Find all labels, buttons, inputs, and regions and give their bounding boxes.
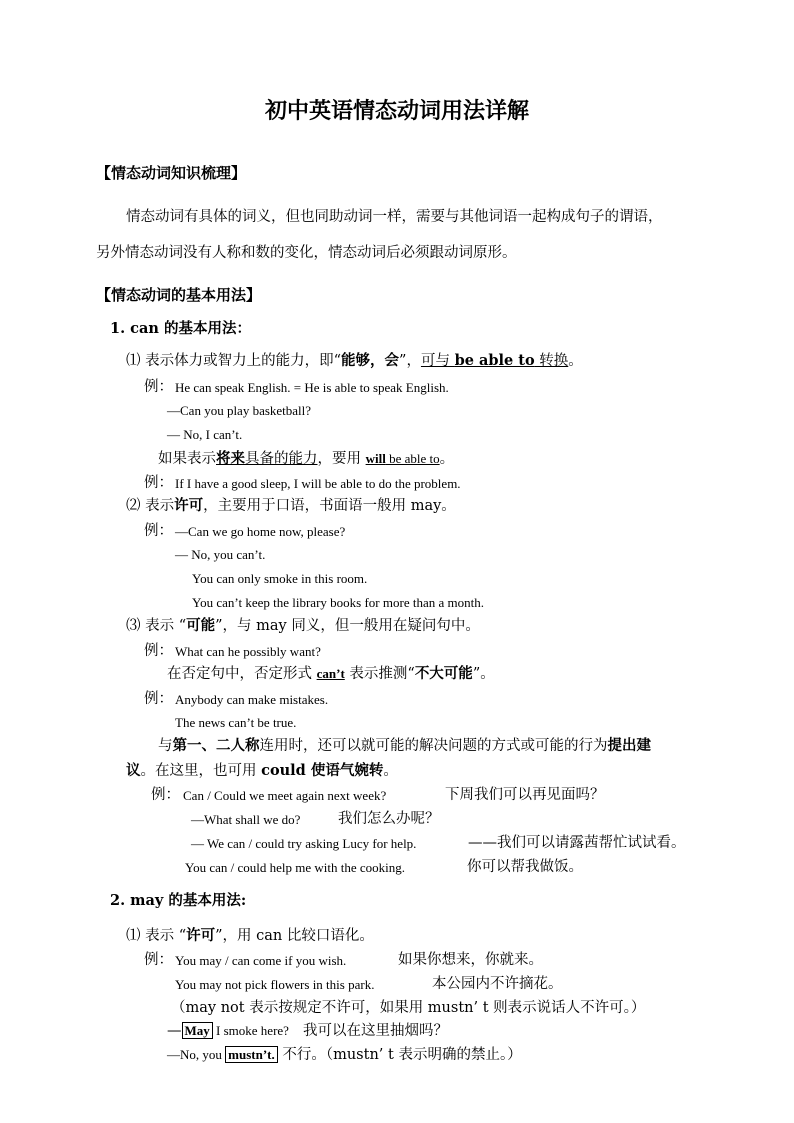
example-translation: 我们怎么办呢？	[338, 811, 440, 827]
section-heading-usage: 【情态动词的基本用法】	[96, 286, 262, 304]
page-title: 初中英语情态动词用法详解	[264, 99, 529, 124]
point-keyword: could 使语气婉转	[261, 762, 384, 779]
can-p1-g: 。	[568, 353, 583, 369]
note-text: ，要用	[317, 451, 366, 467]
can-point-1	[126, 354, 583, 369]
point-text: ⑴ 表示 “	[126, 928, 187, 944]
example-label: 例：	[144, 691, 173, 707]
may-heading-rest: 的基本用法:	[163, 892, 247, 909]
note-will: will	[365, 451, 386, 466]
may-note: （may not 表示按规定不许可，如果用 mustn’ t 则表示说话人不许可。）	[171, 1000, 646, 1016]
example-sentence: — No, you can’t.	[175, 547, 266, 562]
point-keyword: 可能	[186, 617, 216, 634]
note-text: 具备的能力	[245, 451, 318, 467]
example-sentence: — We can / could try asking Lucy for help.	[191, 836, 417, 851]
example-sentence: Can / Could we meet again next week?	[183, 788, 387, 803]
point-text: ，主要用于口语，书面语一般用 may。	[203, 498, 456, 514]
example-sentence: Anybody can make mistakes.	[175, 692, 329, 707]
note-keyword: 不大可能	[414, 665, 473, 682]
example-sentence: You can only smoke in this room.	[192, 571, 368, 586]
note-text: 如果表示	[158, 451, 216, 467]
example-sentence: I smoke here?	[212, 1023, 289, 1038]
example-translation: ——我们可以请露茜帮忙试试看。	[468, 835, 686, 851]
example-sentence: — No, I can’t.	[167, 427, 243, 442]
note-text: 表示推测“	[344, 666, 415, 682]
example-sentence: He can speak English. = He is able to speak English.	[175, 380, 449, 395]
can-p1-note	[158, 452, 454, 467]
may-heading	[110, 894, 246, 909]
can-point-2	[126, 499, 456, 514]
example-sentence: The news can’t be true.	[175, 715, 297, 730]
can-heading-rest: 的基本用法：	[158, 320, 252, 337]
example-sentence: —No, you	[167, 1047, 226, 1062]
can-point-3	[126, 619, 480, 634]
example-translation: 我可以在这里抽烟吗？	[302, 1023, 448, 1039]
note-be-able-to: be able to	[385, 451, 440, 466]
note-text: ”。	[472, 666, 495, 682]
intro-line-1: 情态动词有具体的词义，但也同助动词一样，需要与其他词语一起构成句子的谓语，	[126, 209, 663, 225]
can-p1-a: ⑴ 表示体力或智力上的能力，即“	[126, 353, 342, 369]
boxed-may: May	[182, 1022, 213, 1039]
example-sentence: You can / could help me with the cooking.	[185, 860, 406, 875]
example-label: 例：	[144, 379, 173, 395]
point-keyword: 许可	[186, 927, 216, 944]
note-text: 在否定句中，否定形式	[167, 666, 317, 682]
note-text: 。	[439, 451, 455, 467]
can-point-4-line-2	[126, 764, 398, 779]
note-cant: can’t	[316, 666, 345, 681]
example-sentence: —Can we go home now, please?	[175, 524, 346, 539]
example-sentence: You may not pick flowers in this park.	[175, 977, 375, 992]
example-sentence: —Can you play basketball?	[167, 403, 312, 418]
example-label: 例：	[144, 643, 173, 659]
can-p1-c: ”，	[399, 353, 421, 369]
point-text: 。	[383, 763, 398, 779]
point-text: 。在这里，也可用	[140, 763, 262, 779]
may-point-1	[126, 929, 374, 944]
example-translation: 不行。（mustn’ t 表示明确的禁止。）	[277, 1047, 522, 1063]
point-text: 与	[158, 738, 173, 754]
point-keyword: 议	[126, 762, 141, 779]
example-sentence: You can’t keep the library books for more than a month.	[192, 595, 484, 610]
point-text: 连用时，还可以就可能的解决问题的方式或可能的行为	[259, 738, 608, 754]
example-sentence: If I have a good sleep, I will be able to do the problem.	[175, 476, 461, 491]
section-heading-overview: 【情态动词知识梳理】	[96, 164, 247, 182]
can-point-4-line-1	[158, 739, 651, 754]
point-text: ⑵ 表示	[126, 498, 175, 514]
intro-line-2: 另外情态动词没有人称和数的变化，情态动词后必须跟动词原形。	[96, 245, 517, 261]
example-translation: 你可以帮我做饭。	[467, 859, 583, 875]
example-translation: 如果你想来，你就来。	[398, 952, 543, 968]
example-sentence: —What shall we do?	[191, 812, 301, 827]
example-label: 例：	[144, 952, 173, 968]
may-question-line	[167, 1024, 448, 1039]
can-p1-be-able-to: be able to	[454, 352, 535, 369]
example-translation: 本公园内不许摘花。	[432, 976, 563, 992]
dash: —	[167, 1023, 182, 1039]
point-keyword: 第一、二人称	[172, 737, 260, 754]
can-p1-keyword: 能够，会	[341, 352, 400, 369]
example-sentence: You may / can come if you wish.	[175, 953, 347, 968]
point-keyword: 提出建	[607, 737, 651, 754]
example-sentence: What can he possibly want?	[175, 644, 321, 659]
can-heading-num: 1. can	[110, 320, 159, 337]
point-keyword: 许可	[174, 497, 204, 514]
boxed-mustnt: mustn’t.	[225, 1046, 278, 1063]
point-text: ”，与 may 同义，但一般用在疑问句中。	[215, 618, 480, 634]
example-label: 例：	[151, 787, 180, 803]
example-label: 例：	[144, 475, 173, 491]
can-p1-d: 可与	[420, 353, 455, 369]
may-answer-line	[167, 1048, 522, 1063]
can-heading	[110, 322, 251, 337]
can-p1-f: 转换	[534, 353, 569, 369]
point-text: ⑶ 表示 “	[126, 618, 187, 634]
point-text: ”，用 can 比较口语化。	[215, 928, 374, 944]
example-label: 例：	[144, 523, 173, 539]
example-translation: 下周我们可以再见面吗？	[445, 787, 605, 803]
can-p3-note	[167, 667, 495, 682]
note-keyword: 将来	[216, 450, 245, 467]
may-heading-num: 2. may	[110, 892, 164, 909]
